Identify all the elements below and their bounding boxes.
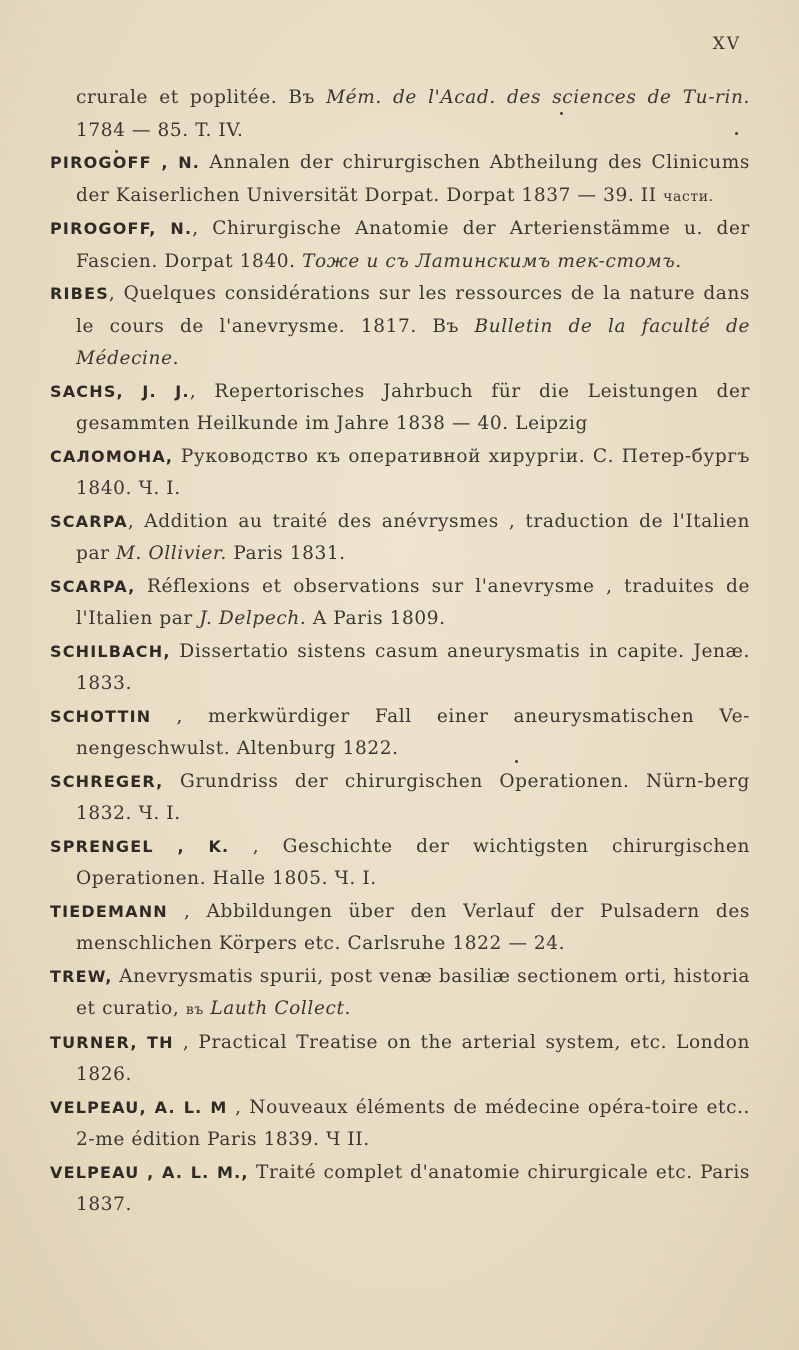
bibliography-entry [50, 278, 750, 376]
bibliography-entry [50, 636, 750, 701]
entry-author: SCHREGER, [50, 771, 164, 791]
entry-text: , Chirurgische Anatomie der Arterienstämme u. der Fascien. Dorpat 1840. [76, 218, 750, 272]
entry-author: VELPEAU , A. L. M., [50, 1162, 249, 1182]
entry-text: A Paris 1809. [306, 608, 446, 629]
bibliography-list [50, 82, 750, 1222]
bibliography-entry [50, 376, 750, 441]
bibliography-entry [50, 1157, 750, 1222]
print-speck [560, 112, 563, 115]
entry-text: Annalen der chirurgischen Abtheilung des Clinicums der Kaiserlichen Universität Dorpat. Dorpat 1837 — 39. II [76, 152, 750, 206]
print-speck [735, 132, 738, 135]
bibliography-entry [50, 213, 750, 278]
entry-italic-text: Lauth Collect. [210, 998, 351, 1019]
entry-text: , merkwürdiger Fall einer aneurysmatischen Ve-nengeschwulst. Altenburg 1822. [76, 705, 750, 759]
entry-text: Руководство къ оперативной хирургіи. С. Петер-бургъ 1840. Ч. I. [76, 445, 750, 499]
bibliography-entry [50, 1092, 750, 1157]
entry-italic-text: Bulletin de la faculté de Médecine. [76, 315, 750, 369]
entry-text: 1784 — 85. T. IV. [76, 119, 244, 141]
entry-author: SACHS, J. J. [50, 381, 190, 401]
entry-text: Anevrysmatis spurii, post venæ basiliæ sectionem orti, historia et curatio, [76, 965, 750, 1019]
entry-text: Grundriss der chirurgischen Operationen. Nürn-berg 1832. Ч. I. [76, 770, 750, 824]
bibliography-entry [50, 82, 750, 147]
bibliography-entry [50, 701, 750, 766]
entry-text: , Geschichte der wichtigsten chirurgischen Operationen. Halle 1805. Ч. I. [76, 835, 750, 889]
bibliography-entry [50, 831, 750, 896]
print-speck [115, 150, 118, 153]
entry-text: Traité complet d'anatomie chirurgicale etc. Paris 1837. [76, 1161, 750, 1215]
entry-text: Paris 1831. [226, 543, 346, 564]
entry-author: RIBES [50, 284, 109, 303]
entry-italic-text: Mém. de l'Acad. des sciences de Tu-rin. [326, 87, 750, 108]
bibliography-entry [50, 1027, 750, 1092]
entry-italic-text: J. Delpech. [199, 608, 307, 629]
entry-author: САЛОМОНА, [50, 446, 174, 466]
entry-text: , Repertorisches Jahrbuch für die Leistungen der gesammten Heilkunde im Jahre 1838 — 40. Leipzig [76, 380, 750, 434]
bibliography-entry [50, 896, 750, 961]
entry-text: , Nouveaux éléments de médecine opéra-toire etc.. 2-me édition Paris 1839. Ч II. [76, 1096, 750, 1150]
bibliography-entry [50, 147, 750, 213]
entry-text: crurale et poplitée. Въ [76, 87, 327, 108]
entry-author: SCHOTTIN [50, 706, 152, 726]
entry-text: части. [663, 188, 714, 205]
entry-text: , Abbildungen über den Verlauf der Pulsadern des menschlichen Körpers etc. Carlsruhe 1822 — 24. [76, 900, 750, 954]
entry-italic-text: M. Ollivier. [116, 543, 227, 564]
entry-author: TIEDEMANN [50, 901, 168, 921]
bibliography-entry [50, 441, 750, 506]
entry-author: SCHILBACH, [50, 641, 171, 661]
entry-author: TURNER, TH [50, 1032, 174, 1052]
entry-text: , Practical Treatise on the arterial system, etc. London 1826. [76, 1031, 750, 1085]
bibliography-entry [50, 766, 750, 831]
print-speck [515, 760, 518, 763]
entry-author: PIROGOFF , N. [50, 153, 201, 172]
entry-author: SCARPA [50, 511, 128, 531]
entry-italic-text: Тоже и съ Латинскимъ тек-стомъ. [302, 250, 682, 272]
entry-author: TREW, [50, 966, 113, 986]
bibliography-entry [50, 506, 750, 571]
entry-author: SPRENGEL , K. [50, 836, 230, 856]
entry-text: , Addition au traité des anévrysmes , traduction de l'Italien par [76, 510, 750, 564]
entry-text: Dissertatio sistens casum aneurysmatis in capite. Jenæ. 1833. [76, 640, 750, 694]
bibliography-entry [50, 961, 750, 1027]
entry-author: VELPEAU, A. L. M [50, 1097, 228, 1117]
bibliography-entry [50, 571, 750, 636]
entry-author: PIROGOFF, N. [50, 219, 193, 238]
entry-text: Réflexions et observations sur l'anevrysme , traduites de l'Italien par [76, 575, 750, 629]
entry-text: въ [185, 1002, 204, 1018]
entry-author: SCARPA, [50, 576, 136, 596]
entry-text: , Quelques considérations sur les ressources de la nature dans le cours de l'anevrysme. 1817. Въ [76, 283, 750, 337]
page-number: XV [712, 34, 741, 54]
